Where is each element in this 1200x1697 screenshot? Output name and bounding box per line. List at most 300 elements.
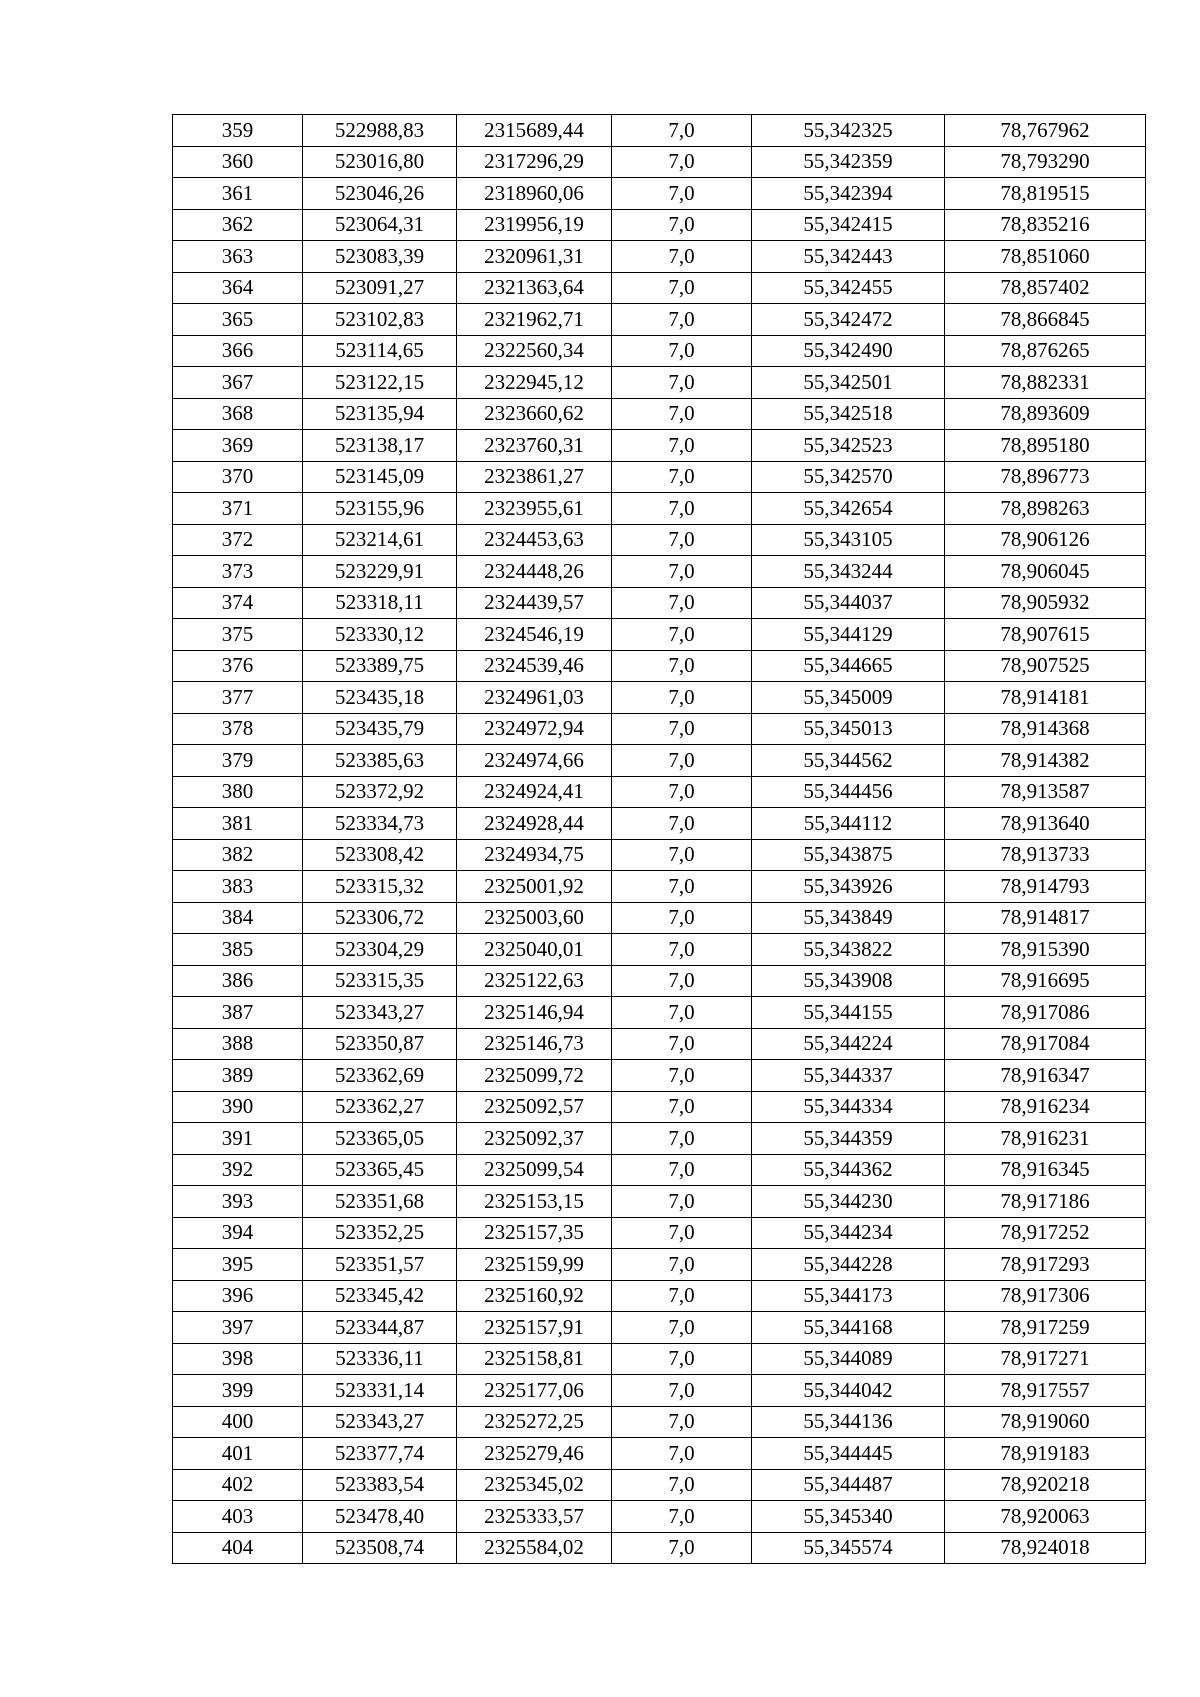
x-coordinate-cell: 523091,27	[303, 272, 457, 304]
x-coordinate-cell: 523315,32	[303, 871, 457, 903]
y-coordinate-cell: 2324439,57	[457, 587, 612, 619]
longitude-cell: 78,893609	[945, 398, 1146, 430]
latitude-cell: 55,344359	[752, 1123, 945, 1155]
longitude-cell: 78,767962	[945, 115, 1146, 147]
y-coordinate-cell: 2325345,02	[457, 1469, 612, 1501]
table-row	[173, 1532, 1146, 1564]
latitude-cell: 55,345009	[752, 682, 945, 714]
x-coordinate-cell: 523435,79	[303, 713, 457, 745]
y-coordinate-cell: 2320961,31	[457, 241, 612, 273]
table-row	[173, 902, 1146, 934]
latitude-cell: 55,343875	[752, 839, 945, 871]
longitude-cell: 78,914817	[945, 902, 1146, 934]
point-number-cell: 387	[173, 997, 303, 1029]
latitude-cell: 55,342501	[752, 367, 945, 399]
latitude-cell: 55,345013	[752, 713, 945, 745]
coordinates-table-body	[173, 115, 1146, 1564]
latitude-cell: 55,344228	[752, 1249, 945, 1281]
y-coordinate-cell: 2325003,60	[457, 902, 612, 934]
point-number-cell: 400	[173, 1406, 303, 1438]
latitude-cell: 55,344168	[752, 1312, 945, 1344]
latitude-cell: 55,344487	[752, 1469, 945, 1501]
x-coordinate-cell: 523350,87	[303, 1028, 457, 1060]
table-row	[173, 1186, 1146, 1218]
longitude-cell: 78,819515	[945, 178, 1146, 210]
y-coordinate-cell: 2325177,06	[457, 1375, 612, 1407]
y-coordinate-cell: 2324448,26	[457, 556, 612, 588]
longitude-cell: 78,919060	[945, 1406, 1146, 1438]
table-row	[173, 839, 1146, 871]
y-coordinate-cell: 2321363,64	[457, 272, 612, 304]
latitude-cell: 55,342518	[752, 398, 945, 430]
longitude-cell: 78,898263	[945, 493, 1146, 525]
latitude-cell: 55,344234	[752, 1217, 945, 1249]
point-number-cell: 388	[173, 1028, 303, 1060]
coordinates-table	[172, 114, 1146, 1564]
latitude-cell: 55,344112	[752, 808, 945, 840]
point-number-cell: 360	[173, 146, 303, 178]
latitude-cell: 55,344230	[752, 1186, 945, 1218]
table-row	[173, 965, 1146, 997]
table-row	[173, 619, 1146, 651]
point-number-cell: 366	[173, 335, 303, 367]
point-number-cell: 394	[173, 1217, 303, 1249]
table-row	[173, 745, 1146, 777]
x-coordinate-cell: 523155,96	[303, 493, 457, 525]
x-coordinate-cell: 523336,11	[303, 1343, 457, 1375]
accuracy-cell: 7,0	[612, 808, 752, 840]
latitude-cell: 55,343244	[752, 556, 945, 588]
longitude-cell: 78,913587	[945, 776, 1146, 808]
table-row	[173, 335, 1146, 367]
accuracy-cell: 7,0	[612, 524, 752, 556]
point-number-cell: 381	[173, 808, 303, 840]
x-coordinate-cell: 523377,74	[303, 1438, 457, 1470]
accuracy-cell: 7,0	[612, 241, 752, 273]
y-coordinate-cell: 2323861,27	[457, 461, 612, 493]
x-coordinate-cell: 523435,18	[303, 682, 457, 714]
x-coordinate-cell: 523138,17	[303, 430, 457, 462]
latitude-cell: 55,342325	[752, 115, 945, 147]
latitude-cell: 55,344456	[752, 776, 945, 808]
x-coordinate-cell: 523343,27	[303, 1406, 457, 1438]
accuracy-cell: 7,0	[612, 934, 752, 966]
accuracy-cell: 7,0	[612, 146, 752, 178]
longitude-cell: 78,916345	[945, 1154, 1146, 1186]
accuracy-cell: 7,0	[612, 1469, 752, 1501]
point-number-cell: 403	[173, 1501, 303, 1533]
x-coordinate-cell: 523064,31	[303, 209, 457, 241]
latitude-cell: 55,343105	[752, 524, 945, 556]
x-coordinate-cell: 523362,27	[303, 1091, 457, 1123]
longitude-cell: 78,917259	[945, 1312, 1146, 1344]
y-coordinate-cell: 2324546,19	[457, 619, 612, 651]
accuracy-cell: 7,0	[612, 367, 752, 399]
longitude-cell: 78,920063	[945, 1501, 1146, 1533]
y-coordinate-cell: 2325158,81	[457, 1343, 612, 1375]
point-number-cell: 371	[173, 493, 303, 525]
accuracy-cell: 7,0	[612, 493, 752, 525]
longitude-cell: 78,876265	[945, 335, 1146, 367]
latitude-cell: 55,342654	[752, 493, 945, 525]
latitude-cell: 55,343908	[752, 965, 945, 997]
x-coordinate-cell: 523508,74	[303, 1532, 457, 1564]
table-row	[173, 1343, 1146, 1375]
y-coordinate-cell: 2324961,03	[457, 682, 612, 714]
point-number-cell: 380	[173, 776, 303, 808]
point-number-cell: 383	[173, 871, 303, 903]
accuracy-cell: 7,0	[612, 745, 752, 777]
point-number-cell: 389	[173, 1060, 303, 1092]
latitude-cell: 55,343849	[752, 902, 945, 934]
y-coordinate-cell: 2325157,91	[457, 1312, 612, 1344]
accuracy-cell: 7,0	[612, 1028, 752, 1060]
longitude-cell: 78,916347	[945, 1060, 1146, 1092]
y-coordinate-cell: 2315689,44	[457, 115, 612, 147]
y-coordinate-cell: 2317296,29	[457, 146, 612, 178]
longitude-cell: 78,793290	[945, 146, 1146, 178]
x-coordinate-cell: 523362,69	[303, 1060, 457, 1092]
point-number-cell: 386	[173, 965, 303, 997]
y-coordinate-cell: 2324539,46	[457, 650, 612, 682]
latitude-cell: 55,344665	[752, 650, 945, 682]
y-coordinate-cell: 2322560,34	[457, 335, 612, 367]
table-row	[173, 556, 1146, 588]
point-number-cell: 391	[173, 1123, 303, 1155]
point-number-cell: 392	[173, 1154, 303, 1186]
table-row	[173, 808, 1146, 840]
latitude-cell: 55,345574	[752, 1532, 945, 1564]
y-coordinate-cell: 2325159,99	[457, 1249, 612, 1281]
y-coordinate-cell: 2325040,01	[457, 934, 612, 966]
accuracy-cell: 7,0	[612, 1154, 752, 1186]
longitude-cell: 78,915390	[945, 934, 1146, 966]
y-coordinate-cell: 2324972,94	[457, 713, 612, 745]
table-row	[173, 1501, 1146, 1533]
longitude-cell: 78,919183	[945, 1438, 1146, 1470]
x-coordinate-cell: 523345,42	[303, 1280, 457, 1312]
longitude-cell: 78,916234	[945, 1091, 1146, 1123]
longitude-cell: 78,914382	[945, 745, 1146, 777]
table-row	[173, 1123, 1146, 1155]
x-coordinate-cell: 523304,29	[303, 934, 457, 966]
accuracy-cell: 7,0	[612, 713, 752, 745]
longitude-cell: 78,866845	[945, 304, 1146, 336]
x-coordinate-cell: 523330,12	[303, 619, 457, 651]
y-coordinate-cell: 2325001,92	[457, 871, 612, 903]
table-row	[173, 241, 1146, 273]
table-row	[173, 1312, 1146, 1344]
y-coordinate-cell: 2324974,66	[457, 745, 612, 777]
y-coordinate-cell: 2325157,35	[457, 1217, 612, 1249]
accuracy-cell: 7,0	[612, 997, 752, 1029]
latitude-cell: 55,342359	[752, 146, 945, 178]
x-coordinate-cell: 522988,83	[303, 115, 457, 147]
table-row	[173, 272, 1146, 304]
table-row	[173, 871, 1146, 903]
accuracy-cell: 7,0	[612, 398, 752, 430]
latitude-cell: 55,342443	[752, 241, 945, 273]
point-number-cell: 399	[173, 1375, 303, 1407]
longitude-cell: 78,896773	[945, 461, 1146, 493]
accuracy-cell: 7,0	[612, 902, 752, 934]
table-row	[173, 209, 1146, 241]
x-coordinate-cell: 523389,75	[303, 650, 457, 682]
y-coordinate-cell: 2325092,37	[457, 1123, 612, 1155]
accuracy-cell: 7,0	[612, 1249, 752, 1281]
table-row	[173, 1154, 1146, 1186]
longitude-cell: 78,907615	[945, 619, 1146, 651]
longitude-cell: 78,851060	[945, 241, 1146, 273]
accuracy-cell: 7,0	[612, 619, 752, 651]
accuracy-cell: 7,0	[612, 1438, 752, 1470]
longitude-cell: 78,906126	[945, 524, 1146, 556]
longitude-cell: 78,917186	[945, 1186, 1146, 1218]
point-number-cell: 393	[173, 1186, 303, 1218]
point-number-cell: 361	[173, 178, 303, 210]
x-coordinate-cell: 523102,83	[303, 304, 457, 336]
x-coordinate-cell: 523383,54	[303, 1469, 457, 1501]
latitude-cell: 55,342523	[752, 430, 945, 462]
point-number-cell: 374	[173, 587, 303, 619]
y-coordinate-cell: 2325146,94	[457, 997, 612, 1029]
y-coordinate-cell: 2318960,06	[457, 178, 612, 210]
x-coordinate-cell: 523478,40	[303, 1501, 457, 1533]
x-coordinate-cell: 523365,05	[303, 1123, 457, 1155]
point-number-cell: 382	[173, 839, 303, 871]
point-number-cell: 401	[173, 1438, 303, 1470]
table-row	[173, 1438, 1146, 1470]
longitude-cell: 78,917306	[945, 1280, 1146, 1312]
point-number-cell: 370	[173, 461, 303, 493]
longitude-cell: 78,835216	[945, 209, 1146, 241]
latitude-cell: 55,344089	[752, 1343, 945, 1375]
longitude-cell: 78,905932	[945, 587, 1146, 619]
x-coordinate-cell: 523351,68	[303, 1186, 457, 1218]
x-coordinate-cell: 523122,15	[303, 367, 457, 399]
point-number-cell: 373	[173, 556, 303, 588]
longitude-cell: 78,914368	[945, 713, 1146, 745]
point-number-cell: 372	[173, 524, 303, 556]
point-number-cell: 378	[173, 713, 303, 745]
table-row	[173, 1375, 1146, 1407]
accuracy-cell: 7,0	[612, 1123, 752, 1155]
y-coordinate-cell: 2322945,12	[457, 367, 612, 399]
accuracy-cell: 7,0	[612, 461, 752, 493]
longitude-cell: 78,917271	[945, 1343, 1146, 1375]
table-row	[173, 776, 1146, 808]
accuracy-cell: 7,0	[612, 272, 752, 304]
x-coordinate-cell: 523318,11	[303, 587, 457, 619]
point-number-cell: 375	[173, 619, 303, 651]
point-number-cell: 363	[173, 241, 303, 273]
latitude-cell: 55,344155	[752, 997, 945, 1029]
y-coordinate-cell: 2325333,57	[457, 1501, 612, 1533]
accuracy-cell: 7,0	[612, 1186, 752, 1218]
x-coordinate-cell: 523372,92	[303, 776, 457, 808]
point-number-cell: 362	[173, 209, 303, 241]
accuracy-cell: 7,0	[612, 871, 752, 903]
latitude-cell: 55,342472	[752, 304, 945, 336]
point-number-cell: 385	[173, 934, 303, 966]
table-row	[173, 650, 1146, 682]
latitude-cell: 55,344224	[752, 1028, 945, 1060]
latitude-cell: 55,344445	[752, 1438, 945, 1470]
y-coordinate-cell: 2325160,92	[457, 1280, 612, 1312]
accuracy-cell: 7,0	[612, 682, 752, 714]
point-number-cell: 397	[173, 1312, 303, 1344]
point-number-cell: 367	[173, 367, 303, 399]
accuracy-cell: 7,0	[612, 965, 752, 997]
table-row	[173, 1406, 1146, 1438]
x-coordinate-cell: 523083,39	[303, 241, 457, 273]
latitude-cell: 55,343822	[752, 934, 945, 966]
latitude-cell: 55,342490	[752, 335, 945, 367]
longitude-cell: 78,924018	[945, 1532, 1146, 1564]
accuracy-cell: 7,0	[612, 1501, 752, 1533]
x-coordinate-cell: 523308,42	[303, 839, 457, 871]
longitude-cell: 78,916695	[945, 965, 1146, 997]
table-row	[173, 1249, 1146, 1281]
y-coordinate-cell: 2325146,73	[457, 1028, 612, 1060]
y-coordinate-cell: 2325099,72	[457, 1060, 612, 1092]
x-coordinate-cell: 523145,09	[303, 461, 457, 493]
longitude-cell: 78,882331	[945, 367, 1146, 399]
table-row	[173, 524, 1146, 556]
accuracy-cell: 7,0	[612, 1312, 752, 1344]
longitude-cell: 78,917086	[945, 997, 1146, 1029]
latitude-cell: 55,345340	[752, 1501, 945, 1533]
point-number-cell: 395	[173, 1249, 303, 1281]
y-coordinate-cell: 2325584,02	[457, 1532, 612, 1564]
y-coordinate-cell: 2325153,15	[457, 1186, 612, 1218]
latitude-cell: 55,344334	[752, 1091, 945, 1123]
y-coordinate-cell: 2323760,31	[457, 430, 612, 462]
longitude-cell: 78,906045	[945, 556, 1146, 588]
x-coordinate-cell: 523334,73	[303, 808, 457, 840]
x-coordinate-cell: 523135,94	[303, 398, 457, 430]
x-coordinate-cell: 523351,57	[303, 1249, 457, 1281]
point-number-cell: 404	[173, 1532, 303, 1564]
y-coordinate-cell: 2325122,63	[457, 965, 612, 997]
accuracy-cell: 7,0	[612, 587, 752, 619]
table-row	[173, 461, 1146, 493]
y-coordinate-cell: 2323955,61	[457, 493, 612, 525]
x-coordinate-cell: 523016,80	[303, 146, 457, 178]
accuracy-cell: 7,0	[612, 304, 752, 336]
y-coordinate-cell: 2319956,19	[457, 209, 612, 241]
accuracy-cell: 7,0	[612, 1217, 752, 1249]
y-coordinate-cell: 2324924,41	[457, 776, 612, 808]
accuracy-cell: 7,0	[612, 115, 752, 147]
longitude-cell: 78,917084	[945, 1028, 1146, 1060]
accuracy-cell: 7,0	[612, 335, 752, 367]
point-number-cell: 402	[173, 1469, 303, 1501]
accuracy-cell: 7,0	[612, 178, 752, 210]
y-coordinate-cell: 2325272,25	[457, 1406, 612, 1438]
x-coordinate-cell: 523306,72	[303, 902, 457, 934]
y-coordinate-cell: 2324934,75	[457, 839, 612, 871]
longitude-cell: 78,917557	[945, 1375, 1146, 1407]
table-row	[173, 1217, 1146, 1249]
table-row	[173, 430, 1146, 462]
table-row	[173, 1060, 1146, 1092]
table-row	[173, 367, 1146, 399]
x-coordinate-cell: 523365,45	[303, 1154, 457, 1186]
table-row	[173, 934, 1146, 966]
latitude-cell: 55,344037	[752, 587, 945, 619]
table-row	[173, 398, 1146, 430]
latitude-cell: 55,344136	[752, 1406, 945, 1438]
accuracy-cell: 7,0	[612, 1280, 752, 1312]
point-number-cell: 368	[173, 398, 303, 430]
point-number-cell: 396	[173, 1280, 303, 1312]
longitude-cell: 78,916231	[945, 1123, 1146, 1155]
point-number-cell: 390	[173, 1091, 303, 1123]
point-number-cell: 379	[173, 745, 303, 777]
point-number-cell: 359	[173, 115, 303, 147]
latitude-cell: 55,342455	[752, 272, 945, 304]
x-coordinate-cell: 523114,65	[303, 335, 457, 367]
point-number-cell: 376	[173, 650, 303, 682]
latitude-cell: 55,344042	[752, 1375, 945, 1407]
x-coordinate-cell: 523352,25	[303, 1217, 457, 1249]
accuracy-cell: 7,0	[612, 1091, 752, 1123]
accuracy-cell: 7,0	[612, 650, 752, 682]
accuracy-cell: 7,0	[612, 1375, 752, 1407]
point-number-cell: 369	[173, 430, 303, 462]
longitude-cell: 78,913640	[945, 808, 1146, 840]
accuracy-cell: 7,0	[612, 556, 752, 588]
accuracy-cell: 7,0	[612, 1343, 752, 1375]
point-number-cell: 384	[173, 902, 303, 934]
longitude-cell: 78,917293	[945, 1249, 1146, 1281]
accuracy-cell: 7,0	[612, 430, 752, 462]
latitude-cell: 55,342570	[752, 461, 945, 493]
accuracy-cell: 7,0	[612, 1406, 752, 1438]
longitude-cell: 78,907525	[945, 650, 1146, 682]
accuracy-cell: 7,0	[612, 1532, 752, 1564]
longitude-cell: 78,857402	[945, 272, 1146, 304]
latitude-cell: 55,343926	[752, 871, 945, 903]
point-number-cell: 364	[173, 272, 303, 304]
latitude-cell: 55,342415	[752, 209, 945, 241]
table-row	[173, 1028, 1146, 1060]
y-coordinate-cell: 2324453,63	[457, 524, 612, 556]
point-number-cell: 365	[173, 304, 303, 336]
table-row	[173, 587, 1146, 619]
accuracy-cell: 7,0	[612, 776, 752, 808]
table-row	[173, 493, 1146, 525]
latitude-cell: 55,344337	[752, 1060, 945, 1092]
latitude-cell: 55,344362	[752, 1154, 945, 1186]
x-coordinate-cell: 523229,91	[303, 556, 457, 588]
table-row	[173, 115, 1146, 147]
y-coordinate-cell: 2323660,62	[457, 398, 612, 430]
y-coordinate-cell: 2325279,46	[457, 1438, 612, 1470]
accuracy-cell: 7,0	[612, 209, 752, 241]
table-row	[173, 1091, 1146, 1123]
table-row	[173, 146, 1146, 178]
accuracy-cell: 7,0	[612, 839, 752, 871]
y-coordinate-cell: 2324928,44	[457, 808, 612, 840]
y-coordinate-cell: 2325092,57	[457, 1091, 612, 1123]
y-coordinate-cell: 2325099,54	[457, 1154, 612, 1186]
longitude-cell: 78,914181	[945, 682, 1146, 714]
y-coordinate-cell: 2321962,71	[457, 304, 612, 336]
x-coordinate-cell: 523344,87	[303, 1312, 457, 1344]
x-coordinate-cell: 523315,35	[303, 965, 457, 997]
